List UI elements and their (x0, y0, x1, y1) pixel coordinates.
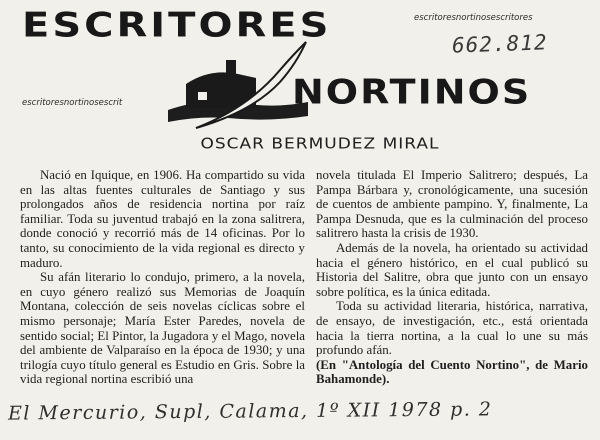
paragraph: Toda su actividad literaria, histórica, narrativa, de ensayo, de investigación, etc., está orientada hacia la tierra nortina, a la cual lo une su más profundo afán. (316, 299, 588, 358)
handwritten-reference: 662.812 (451, 30, 548, 58)
author-name: OSCAR BERMUDEZ MIRAL (200, 135, 440, 153)
paragraph: novela titulada El Imperio Salitrero; después, La Pampa Bárbara y, cronológicamente, una sucesión de cuentos de ambiente pampino. Y, finalmente, La Pampa Desnuda, que es la culminación del proceso salitrero hasta la crisis de 1930. (316, 168, 588, 241)
masthead-title-bottom: NORTINOS (292, 72, 532, 112)
paragraph: Además de la novela, ha orientado su actividad hacia el género histórico, en el cual publicó su Historia del Salitre, obra que junto con un ensayo sobre política, es la única editada. (316, 240, 588, 299)
paragraph: Nació en Iquique, en 1906. Ha compartido su vida en las altas fuentes culturales de Santiago y sus prolongados años de residencia nortina por raíz familiar. Toda su juventud trabajó en la zona salitrera, donde conoció y recorrió más de 14 oficinas. Por lo tanto, su conocimiento de la vida regional es directo y maduro. (20, 168, 305, 270)
source-citation: (En "Antología del Cuento Nortino", de Mario Bahamonde). (316, 357, 588, 387)
text-column-right (316, 168, 588, 387)
text-column-left (20, 168, 305, 387)
pampa-house-emblem-icon (168, 38, 308, 134)
masthead-strip-top: escritoresnortinosescritores (414, 13, 533, 23)
masthead-title-top: ESCRITORES (22, 6, 332, 46)
handwritten-source-note: El Mercurio, Supl, Calama, 1º XII 1978 p. 2 (7, 398, 493, 425)
paragraph: Su afán literario lo condujo, primero, a la novela, en cuyo género realizó sus Memorias de Joaquín Montana, colección de seis novelas cíclicas sobre el mismo personaje; María Ester Paredes, novela de sentido social; El Pintor, la Jugadora y el Mago, novela del ambiente de Valparaíso en la época de 1930; y una trilogía cuyo título general es Estudio en Gris. Sobre la vida regional nortina escribió una (20, 270, 305, 387)
masthead-strip-bottom: escritoresnortinosescrit (22, 98, 123, 108)
